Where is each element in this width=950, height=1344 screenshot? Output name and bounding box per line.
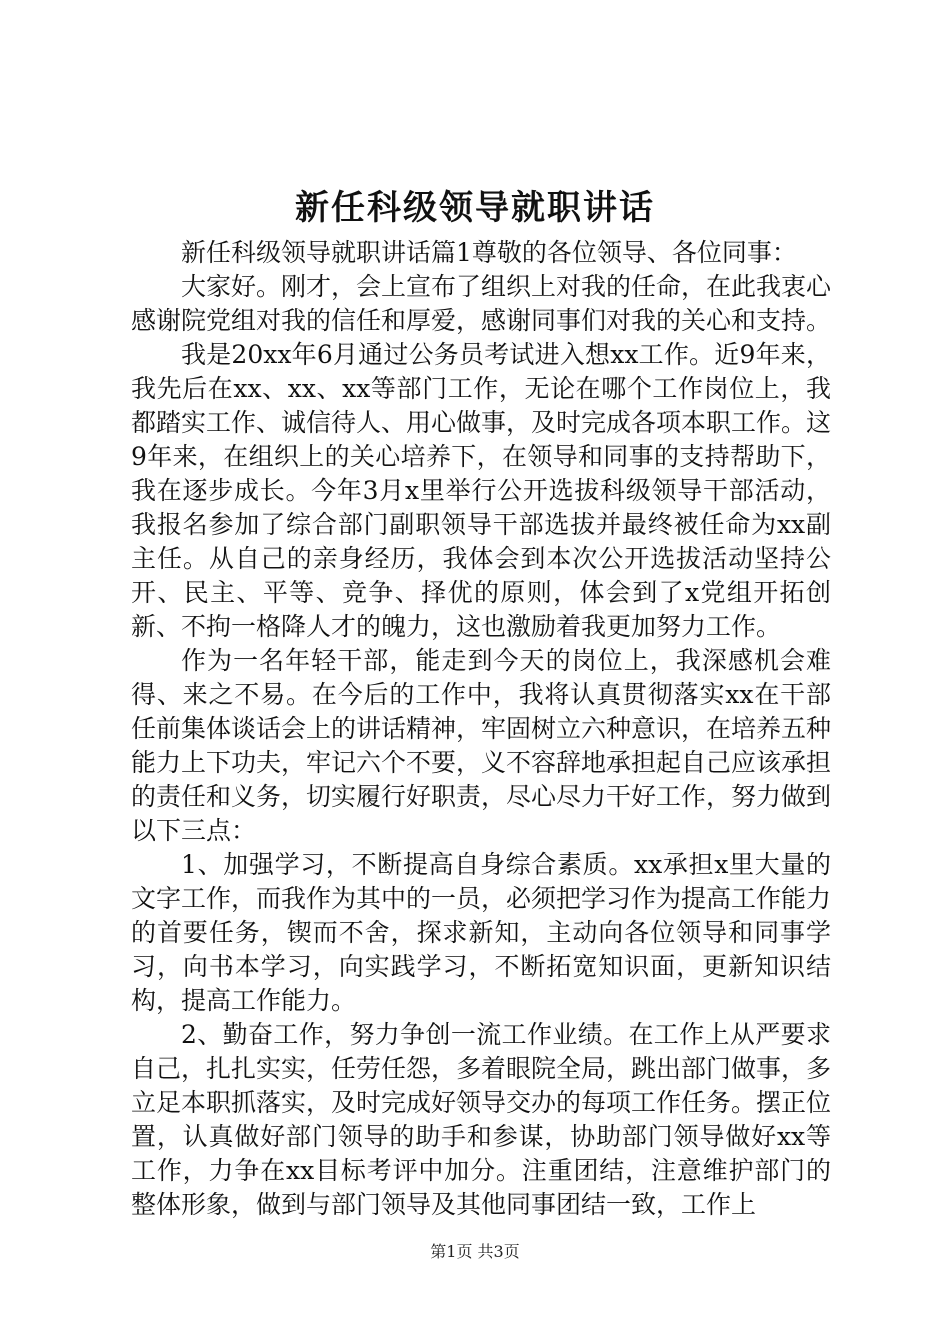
paragraph-greeting: 新任科级领导就职讲话篇1尊敬的各位领导、各位同事： xyxy=(181,238,797,267)
document-title: 新任科级领导就职讲话 xyxy=(295,188,655,228)
page-footer: 第1页 共3页 xyxy=(430,1242,520,1261)
paragraph-commitment: 作为一名年轻干部，能走到今天的岗位上，我深感机会难得、来之不易。在今后的工作中，我将认真贯彻落实xx在干部任前集体谈话会上的讲话精神，牢固树立六种意识，在培养五种能力上下功夫，牢记六个不要，义不容辞地承担起自己应该承担的责任和义务，切实履行好职责，尽心尽力干好工作，努力做到以下三点： xyxy=(131,646,832,845)
paragraph-point-1: 1、加强学习，不断提高自身综合素质。xx承担x里大量的文字工作，而我作为其中的一员，必须把学习作为提高工作能力的首要任务，锲而不舍，探求新知，主动向各位领导和同事学习，向书本学习，向实践学习，不断拓宽知识面，更新知识结构，提高工作能力。 xyxy=(131,850,832,1015)
document-body xyxy=(131,236,831,1222)
paragraph-background: 我是20xx年6月通过公务员考试进入想xx工作。近9年来，我先后在xx、xx、xx等部门工作，无论在哪个工作岗位上，我都踏实工作、诚信待人、用心做事，及时完成各项本职工作。这9年来，在组织上的关心培养下，在领导和同事的支持帮助下，我在逐步成长。今年3月x里举行公开选拔科级领导干部活动，我报名参加了综合部门副职领导干部选拔并最终被任命为xx副主任。从自己的亲身经历，我体会到本次公开选拔活动坚持公开、民主、平等、竞争、择优的原则，体会到了x党组开拓创新、不拘一格降人才的魄力，这也激励着我更加努力工作。 xyxy=(131,340,832,641)
paragraph-opening: 大家好。刚才，会上宣布了组织上对我的任命，在此我衷心感谢院党组对我的信任和厚爱，感谢同事们对我的关心和支持。 xyxy=(131,272,832,335)
paragraph-point-2: 2、勤奋工作，努力争创一流工作业绩。在工作上从严要求自己，扎扎实实，任劳任怨，多着眼院全局，跳出部门做事，多立足本职抓落实，及时完成好领导交办的每项工作任务。摆正位置，认真做好部门领导的助手和参谋，协助部门领导做好xx等工作，力争在xx目标考评中加分。注重团结，注意维护部门的整体形象，做到与部门领导及其他同事团结一致，工作上 xyxy=(131,1020,832,1219)
